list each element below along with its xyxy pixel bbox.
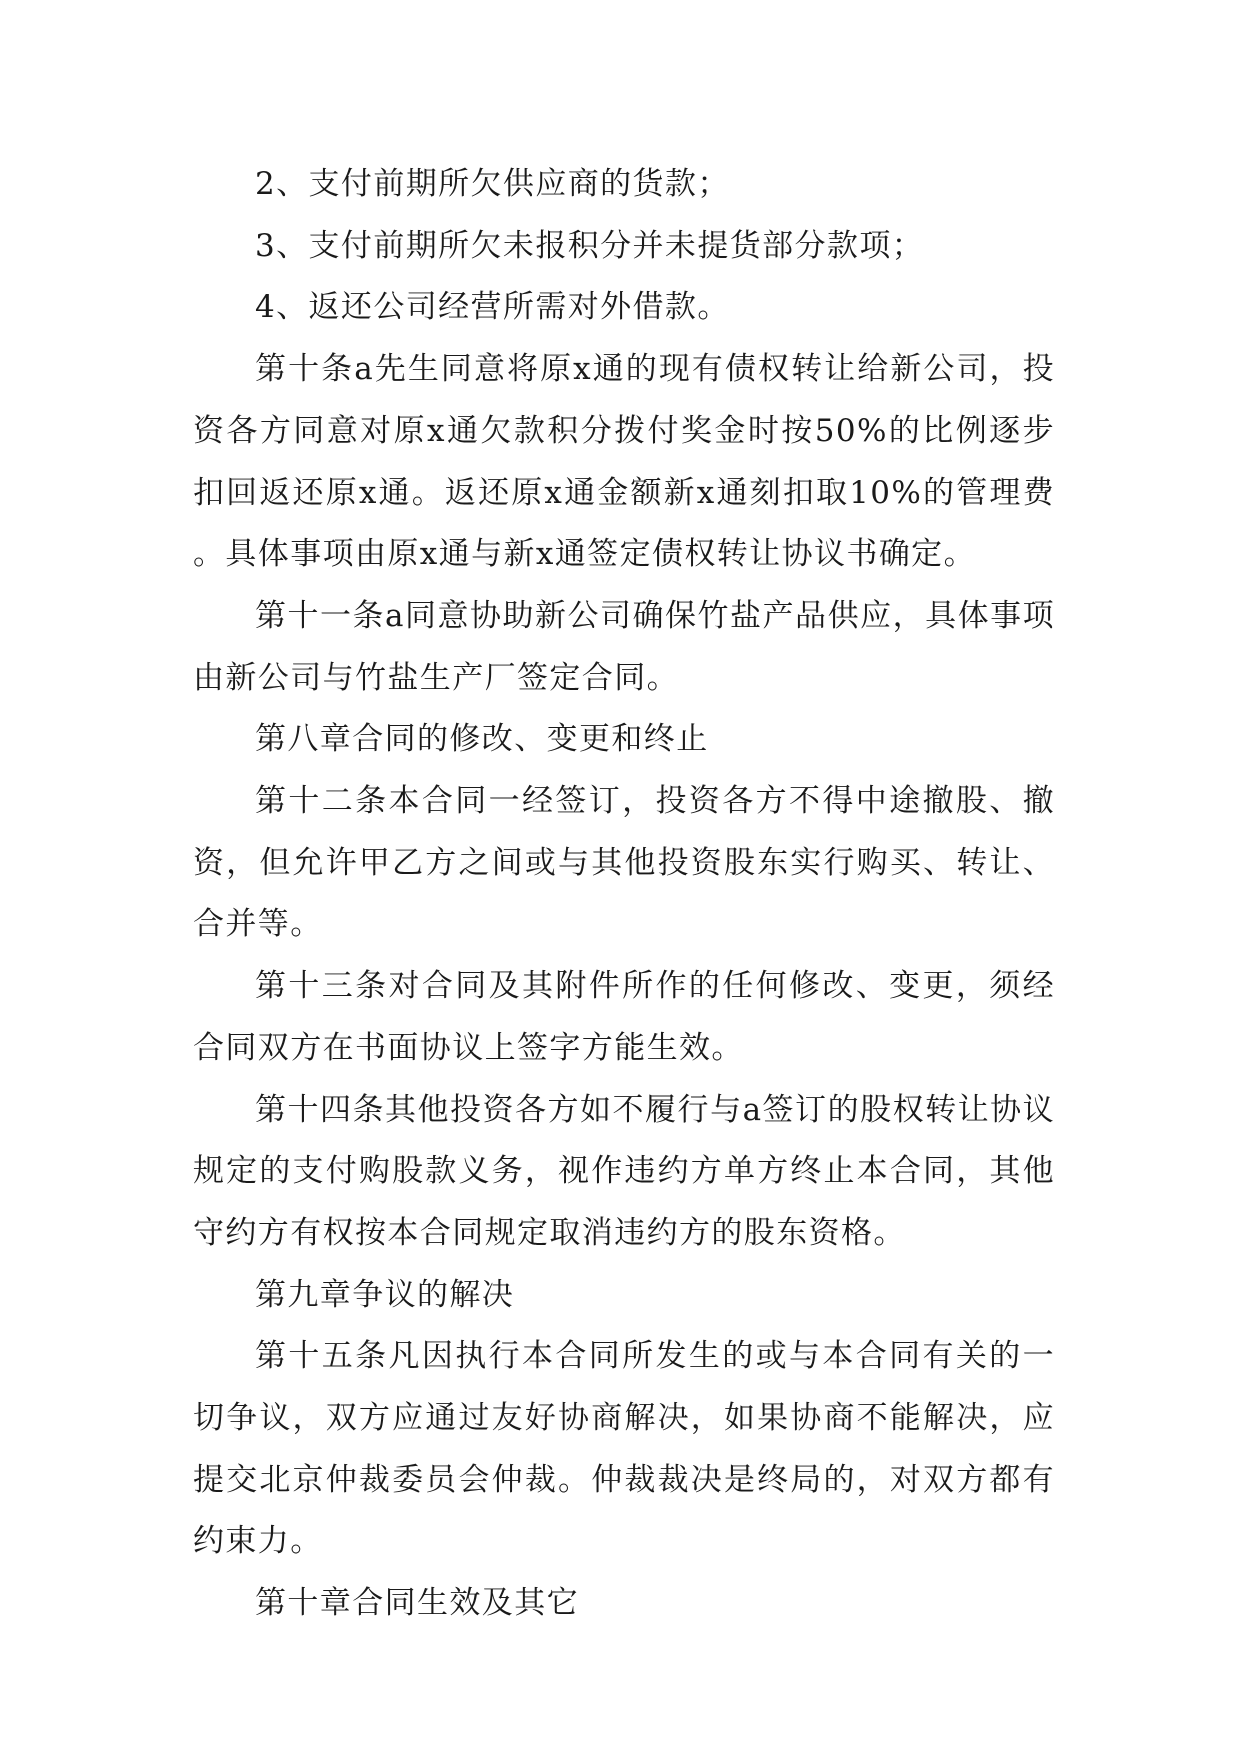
- list-item-payment-suppliers: 2、支付前期所欠供应商的货款；: [255, 166, 730, 202]
- document-body: [193, 154, 1055, 1635]
- article-15: 第十五条凡因执行本合同所发生的或与本合同有关的一切争议，双方应通过友好协商解决，如果协商不能解决，应提交北京仲裁委员会仲裁。仲裁裁决是终局的，对双方都有约束力。: [193, 1338, 1055, 1560]
- article-10: 第十条a先生同意将原x通的现有债权转让给新公司，投资各方同意对原x通欠款积分拨付奖金时按50%的比例逐步扣回返还原x通。返还原x通金额新x通刻扣取10%的管理费。具体事项由原x通与新x通签定债权转让协议书确定。: [193, 351, 1055, 573]
- article-14: 第十四条其他投资各方如不履行与a签订的股权转让协议规定的支付购股款义务，视作违约方单方终止本合同，其他守约方有权按本合同规定取消违约方的股东资格。: [193, 1091, 1055, 1251]
- chapter-8-heading: 第八章合同的修改、变更和终止: [255, 721, 709, 758]
- article-12: 第十二条本合同一经签订，投资各方不得中途撤股、撤资，但允许甲乙方之间或与其他投资股东实行购买、转让、合并等。: [193, 783, 1055, 943]
- article-13: 第十三条对合同及其附件所作的任何修改、变更，须经合同双方在书面协议上签字方能生效。: [193, 968, 1055, 1066]
- article-11: 第十一条a同意协助新公司确保竹盐产品供应，具体事项由新公司与竹盐生产厂签定合同。: [193, 597, 1055, 696]
- list-item-payment-unreported-points: 3、支付前期所欠未报积分并未提货部分款项；: [255, 227, 925, 264]
- chapter-10-heading: 第十章合同生效及其它: [255, 1585, 579, 1622]
- list-item-repay-loans: 4、返还公司经营所需对外借款。: [255, 289, 730, 326]
- chapter-9-heading: 第九章争议的解决: [255, 1276, 515, 1313]
